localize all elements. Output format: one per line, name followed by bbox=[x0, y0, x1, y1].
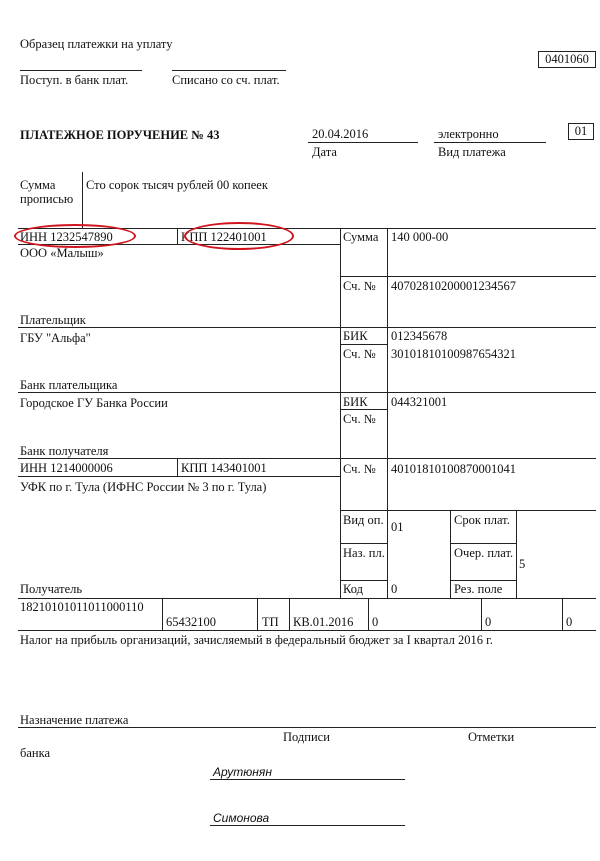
grid-line bbox=[18, 458, 596, 459]
date-value: 20.04.2016 bbox=[312, 127, 369, 141]
grid-line bbox=[18, 476, 340, 477]
payee-inn: ИНН 1214000006 bbox=[20, 461, 113, 475]
grid-line bbox=[387, 228, 388, 598]
payment-type-label: Вид платежа bbox=[438, 145, 506, 159]
payer-bank-bik-value: 012345678 bbox=[391, 329, 448, 343]
grid-line bbox=[340, 327, 596, 328]
basis-value: ТП bbox=[262, 615, 279, 629]
inn-highlight-oval bbox=[14, 224, 136, 248]
priority-value: 5 bbox=[519, 557, 526, 571]
payee-bank-corr-label: Сч. № bbox=[343, 412, 376, 426]
payee-bank-bik-value: 044321001 bbox=[391, 395, 448, 409]
received-label: Поступ. в банк плат. bbox=[20, 73, 129, 87]
priority-label: Очер. плат. bbox=[454, 546, 514, 560]
grid-line bbox=[481, 598, 482, 630]
payer-name: ООО «Малыш» bbox=[20, 246, 104, 260]
status-code: 01 bbox=[568, 123, 594, 140]
grid-line bbox=[340, 409, 387, 410]
bank-marks-block bbox=[20, 730, 600, 762]
grid-line bbox=[562, 598, 563, 630]
grid-line bbox=[340, 276, 596, 277]
doc-date-value: 0 bbox=[485, 615, 492, 629]
payee-account-value: 40101810100870001041 bbox=[391, 462, 516, 476]
sample-title: Образец платежки на уплату bbox=[20, 37, 173, 51]
op-type-label: Вид оп. bbox=[343, 513, 384, 527]
payer-bank-name: ГБУ "Альфа" bbox=[20, 331, 91, 345]
payer-inn: ИНН 1232547890 bbox=[20, 230, 113, 244]
payee-bank-name: Городское ГУ Банка России bbox=[20, 396, 168, 410]
payment-type-line bbox=[434, 142, 546, 143]
grid-line bbox=[257, 598, 258, 630]
payee-label: Получатель bbox=[20, 582, 83, 596]
payer-bank-corr-label: Сч. № bbox=[343, 347, 376, 361]
form-code: 0401060 bbox=[538, 51, 596, 68]
signature-line-2 bbox=[210, 825, 405, 826]
doc-number-value: 0 bbox=[372, 615, 379, 629]
order-title: ПЛАТЕЖНОЕ ПОРУЧЕНИЕ № 43 bbox=[20, 128, 220, 142]
marks-label-part1: Отметки bbox=[468, 730, 515, 744]
grid-line bbox=[340, 543, 387, 544]
grid-line bbox=[340, 344, 387, 345]
oktmo-value: 65432100 bbox=[166, 615, 216, 629]
type-value: 0 bbox=[566, 615, 573, 629]
payer-bank-corr-value: 30101810100987654321 bbox=[391, 347, 516, 361]
signer2: Симонова bbox=[213, 811, 270, 825]
payee-kpp: КПП 143401001 bbox=[181, 461, 267, 475]
grid-line bbox=[177, 228, 178, 244]
op-type-value: 01 bbox=[391, 520, 404, 534]
payer-label: Плательщик bbox=[20, 313, 86, 327]
grid-line bbox=[450, 580, 516, 581]
date-line bbox=[308, 142, 418, 143]
payer-bank-label: Банк плательщика bbox=[20, 378, 118, 392]
received-line bbox=[20, 70, 142, 71]
payer-account-label: Сч. № bbox=[343, 279, 376, 293]
debited-line bbox=[172, 70, 286, 71]
grid-line bbox=[289, 598, 290, 630]
purpose-code-label: Наз. пл. bbox=[343, 546, 385, 560]
marks-label-part2: банка bbox=[20, 746, 51, 760]
payee-account-label: Сч. № bbox=[343, 462, 376, 476]
date-label: Дата bbox=[312, 145, 337, 159]
purpose-label: Назначение платежа bbox=[20, 713, 129, 727]
code-label: Код bbox=[343, 582, 363, 596]
grid-line bbox=[18, 327, 340, 328]
sum-value: 140 000-00 bbox=[391, 230, 449, 244]
code-value: 0 bbox=[391, 582, 398, 596]
grid-line bbox=[450, 543, 516, 544]
grid-line bbox=[18, 727, 596, 728]
period-value: КВ.01.2016 bbox=[293, 615, 354, 629]
grid-line bbox=[18, 598, 596, 599]
amount-words-divider bbox=[82, 172, 83, 228]
signature-line-1 bbox=[210, 779, 405, 780]
payer-account-value: 40702810200001234567 bbox=[391, 279, 516, 293]
grid-line bbox=[162, 598, 163, 630]
amount-words-label: Сумма прописью bbox=[20, 178, 74, 206]
debited-label: Списано со сч. плат. bbox=[172, 73, 280, 87]
sum-label: Сумма bbox=[343, 230, 379, 244]
grid-line bbox=[177, 458, 178, 476]
grid-line bbox=[340, 580, 387, 581]
grid-line bbox=[18, 630, 596, 631]
payee-name: УФК по г. Тула (ИФНС России № 3 по г. Тула) bbox=[20, 480, 267, 494]
payment-type-value: электронно bbox=[438, 127, 499, 141]
signatures-label: Подписи bbox=[283, 730, 330, 744]
payee-bank-label: Банк получателя bbox=[20, 444, 109, 458]
term-label: Срок плат. bbox=[454, 513, 510, 527]
payee-bank-bik-label: БИК bbox=[343, 395, 368, 409]
payer-bank-bik-label: БИК bbox=[343, 329, 368, 343]
grid-line bbox=[516, 510, 517, 598]
signer1: Арутюнян bbox=[213, 765, 272, 779]
grid-line bbox=[450, 510, 451, 598]
reserve-label: Рез. поле bbox=[454, 582, 503, 596]
grid-line bbox=[18, 392, 596, 393]
kpp-highlight-oval bbox=[184, 222, 294, 250]
amount-words-value: Сто сорок тысяч рублей 00 копеек bbox=[86, 178, 268, 192]
purpose-text: Налог на прибыль организаций, зачисляемый в федеральный бюджет за I квартал 2016 г. bbox=[20, 633, 493, 647]
grid-line bbox=[340, 510, 596, 511]
kbk-value: 18210101011011000110 bbox=[20, 600, 144, 614]
payer-kpp: КПП 122401001 bbox=[181, 230, 267, 244]
grid-line bbox=[368, 598, 369, 630]
